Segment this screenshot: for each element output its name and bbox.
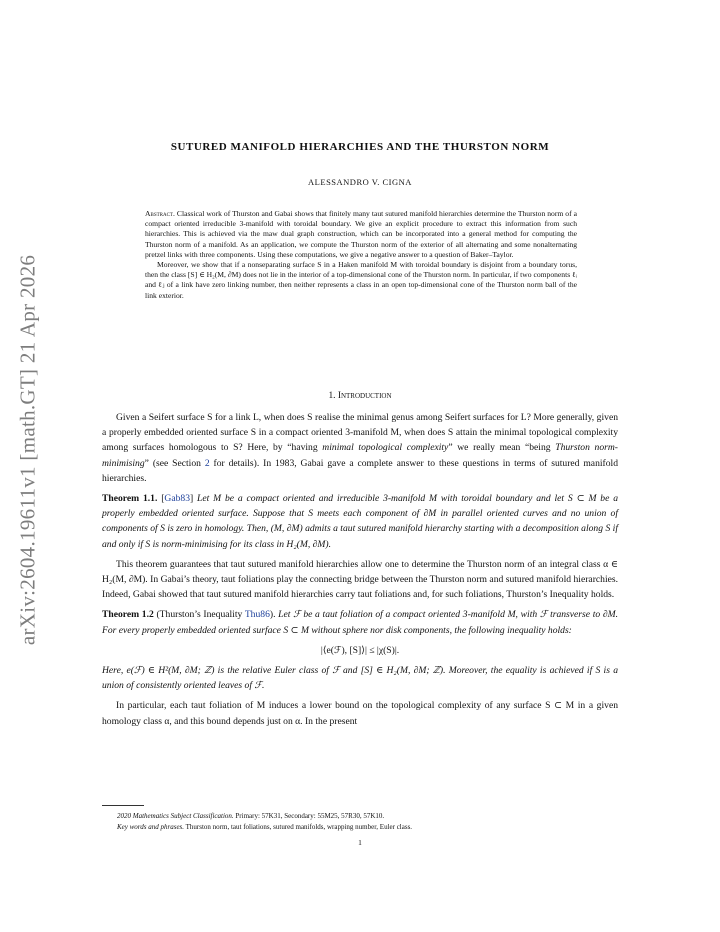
arxiv-identifier: arXiv:2604.19611v1 [math.GT] 21 Apr 2026 — [15, 254, 40, 646]
theorem-1-1: Theorem 1.1. [Gab83] Let M be a compact oriented and irreducible 3-manifold M with toroidal boundary and let S ⊂ M be a properly embedded oriented surface. Suppose that S meets each component of ∂M in parallel oriented curves and no union of components of S is zero in homology. Then, (M, ∂M) admits a taut sutured manifold hierarchy starting with a decomposition along S if and only if S is norm-minimising for its class in H₂(M, ∂M). — [102, 493, 618, 550]
abstract-paragraph-1 — [145, 209, 577, 260]
msc-footnote — [117, 811, 617, 822]
intro-text-d: for details). In 1983, Gabai gave a complete answer to these questions in terms of sutured manifold hierarchies. — [102, 457, 618, 484]
section-title: Introduction — [337, 391, 392, 401]
abstract — [145, 209, 577, 301]
footnote-rule — [102, 805, 144, 806]
theorem-1-1-statement: Let M be a compact oriented and irreducible 3-manifold M with toroidal boundary and let S ⊂ M be a properly embedded oriented surface. Suppose that S meets each component of ∂M in parallel oriented curves and no union of components of S is zero in homology. Then, (M, ∂M) admits a taut sutured manifold hierarchy starting with a decomposition along S if and only if S is norm-minimising for its class in H₂(M, ∂M). — [102, 493, 618, 550]
intro-emphasis-2: Thurston norm-minimising — [102, 442, 618, 469]
footnotes — [117, 811, 617, 832]
msc-text: Primary: 57K31, Secondary: 55M25, 57R30, 57K10. — [233, 812, 385, 820]
theorem-1-2-continuation: Here, e(ℱ) ∈ H²(M, ∂M; ℤ) is the relative Euler class of ℱ and [S] ∈ H₂(M, ∂M; ℤ). Moreover, the equality is achieved if S is a union of consistently oriented leaves of ℱ. — [102, 665, 618, 692]
intro-text-c: ” (see Section — [144, 457, 205, 469]
thurston-inequality-equation: |⟨e(ℱ), [S]⟩| ≤ |χ(S)|. — [320, 644, 400, 656]
msc-label: 2020 Mathematics Subject Classification. — [117, 812, 234, 820]
intro-text-a: Given a Seifert surface S for a link L, when does S realise the minimal genus among Seifert surfaces for L? More generally, given a properly embedded oriented surface S in a compact oriented 3-manifold M, when does S attain the minimal topological complexity among surfaces homologous to S? Here, by “having — [102, 412, 618, 454]
citation-gab83[interactable]: Gab83 — [164, 493, 190, 505]
theorem-1-1-head: Theorem 1.1. — [102, 493, 158, 505]
theorem-1-2: Theorem 1.2 (Thurston’s Inequality Thu86). Let ℱ be a taut foliation of a compact oriented 3-manifold M, with ℱ transverse to ∂M. For every properly embedded oriented surface S ⊂ M without sphere nor disk components, the following inequality holds: — [102, 609, 618, 636]
theorem-1-2-statement: Let ℱ be a taut foliation of a compact oriented 3-manifold M, with ℱ transverse to ∂M. For every properly embedded oriented surface S ⊂ M without sphere nor disk components, the following inequality holds: — [102, 609, 618, 636]
section-number: 1. — [328, 391, 336, 401]
paragraph-3: In particular, each taut foliation of M induces a lower bound on the topological complexity of any surface S ⊂ M in a given homology class α, and this bound depends just on α. In the present — [102, 700, 618, 727]
keywords-label: Key words and phrases. — [117, 822, 185, 831]
keywords-footnote — [117, 822, 617, 833]
citation-thu86[interactable]: Thu86 — [244, 609, 270, 621]
section-heading — [100, 391, 620, 401]
page-number: 1 — [358, 838, 362, 847]
paragraph-2: This theorem guarantees that taut sutured manifold hierarchies allow one to determine the Thurston norm of an integral class α ∈ H₂(M, ∂M). In Gabai’s theory, taut foliations play the connecting bridge between the Thurston norm and sutured manifold hierarchies. Indeed, Gabai showed that taut sutured manifold hierarchies carry taut foliations and, for such foliations, Thurston’s Inequality holds. — [102, 558, 618, 601]
theorem-1-2-head: Theorem 1.2 — [102, 609, 154, 621]
paper-title: SUTURED MANIFOLD HIERARCHIES AND THE THURSTON NORM — [170, 141, 550, 153]
intro-text-b: ” we really mean “being — [448, 442, 556, 454]
abstract-text-1: Classical work of Thurston and Gabai shows that finitely many taut sutured manifold hierarchies determine the Thurston norm of a compact oriented irreducible 3-manifold with toroidal boundary. We give an explicit procedure to extract this information from such hierarchies. This is achieved via the maw dual graph construction, which can be incorporated into a general method for computing the Thurston norm of a manifold. As an application, we compute the Thurston norm of the exterior of all alternating and some nonalternating pretzel links with three components. Using these computations, we give a negative answer to a question of Baker–Taylor. — [145, 209, 577, 259]
intro-paragraph — [102, 410, 618, 486]
body-text — [102, 410, 618, 734]
section-2-link[interactable]: 2 — [204, 457, 210, 469]
arxiv-side-label — [8, 245, 48, 655]
theorem-1-2-name: (Thurston’s Inequality — [156, 609, 245, 621]
abstract-paragraph-2: Moreover, we show that if a nonseparating surface S in a Haken manifold M with toroidal boundary is disjoint from a boundary torus, then the class [S] ∈ H₂(M, ∂M) does not lie in the interior of a top-dimensional cone of the Thurston norm. In particular, if two components ℓᵢ and ℓⱼ of a link have zero linking number, then neither represents a class in an open top-dimensional cone of the Thurston norm ball of the link exterior. — [145, 260, 577, 300]
abstract-label: Abstract. — [145, 209, 175, 218]
paper-author: ALESSANDRO V. CIGNA — [308, 177, 412, 187]
keywords-text: Thurston norm, taut foliations, sutured manifolds, wrapping number, Euler class. — [184, 822, 413, 831]
intro-emphasis-1: minimal topological complexity — [322, 442, 449, 454]
